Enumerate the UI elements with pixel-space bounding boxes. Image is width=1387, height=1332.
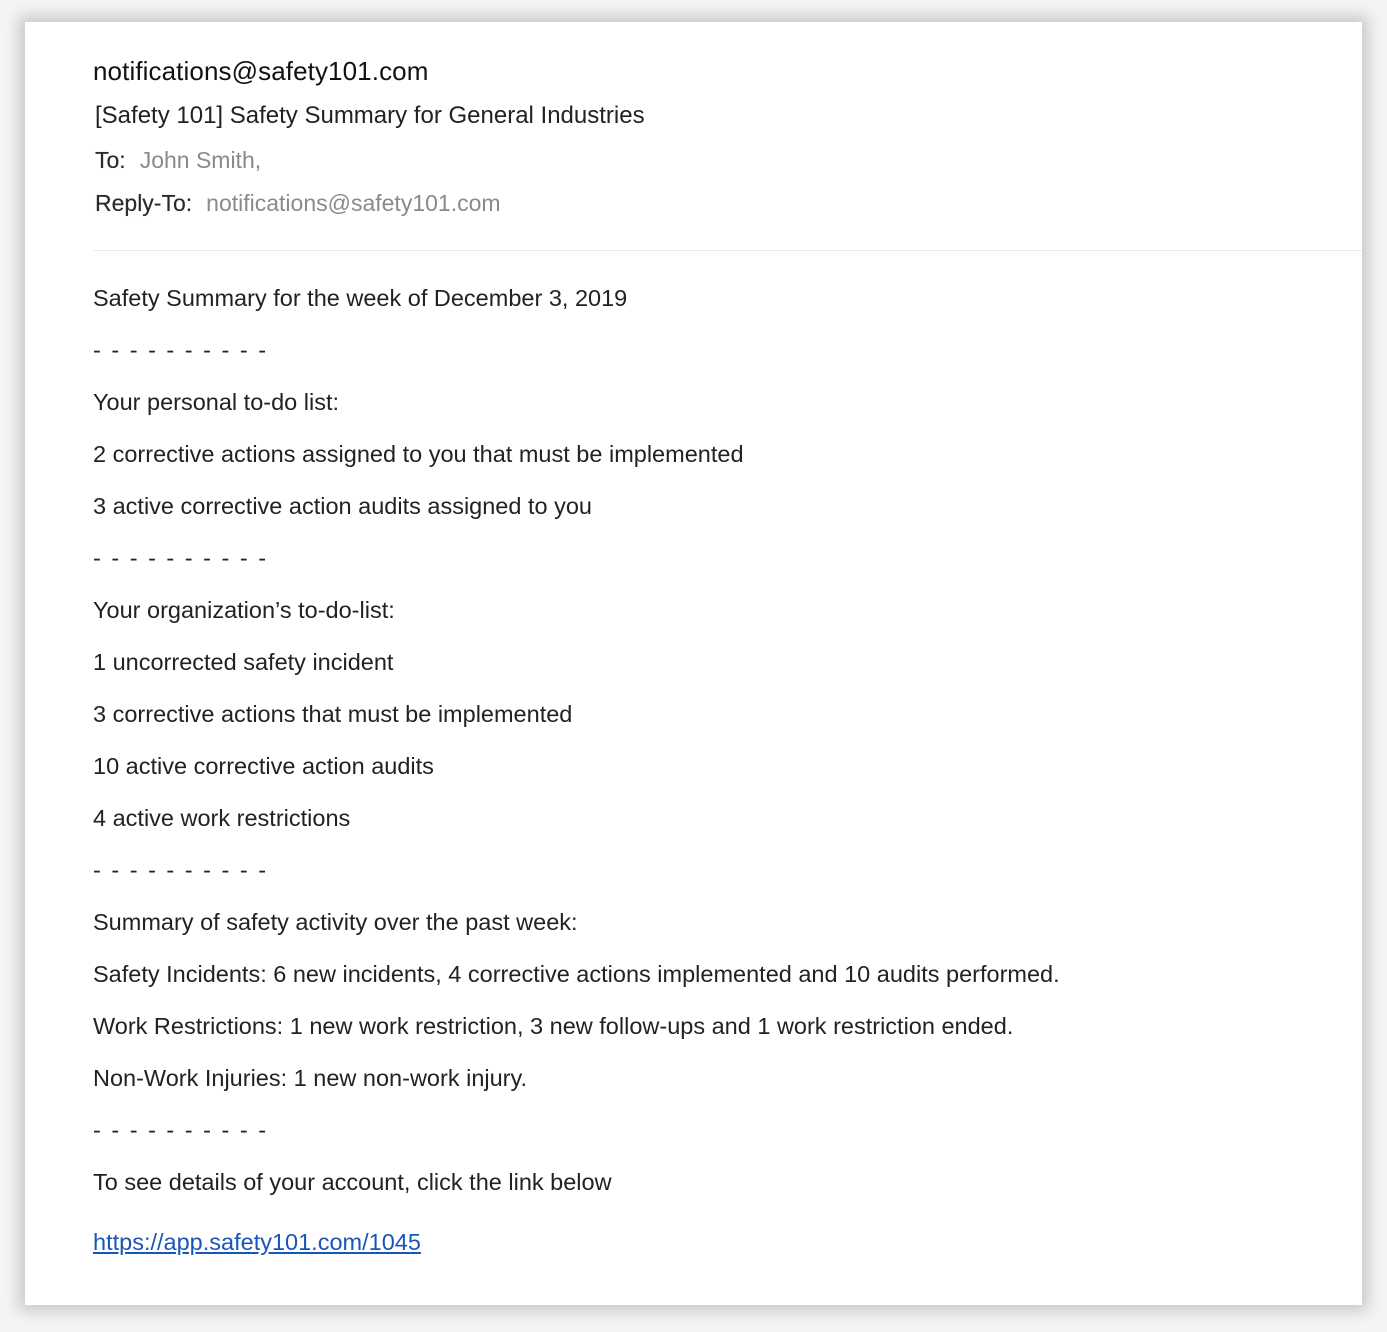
- personal-todo-heading: Your personal to-do list:: [93, 389, 340, 415]
- email-header: [93, 22, 1362, 251]
- personal-todo-item: 3 active corrective action audits assigned to you: [93, 493, 592, 519]
- personal-todo-item: 2 corrective actions assigned to you that must be implemented: [93, 441, 744, 467]
- activity-summary-heading: Summary of safety activity over the past week:: [93, 909, 578, 935]
- org-todo-item: 1 uncorrected safety incident: [93, 649, 394, 675]
- activity-summary-item: Non-Work Injuries: 1 new non-work injury.: [93, 1065, 528, 1091]
- sender-address: notifications@safety101.com: [93, 56, 429, 86]
- account-details-link[interactable]: https://app.safety101.com/1045: [93, 1229, 421, 1255]
- separator: - - - - - - - - - -: [93, 545, 269, 571]
- activity-summary-item: Safety Incidents: 6 new incidents, 4 corrective actions implemented and 10 audits performed.: [93, 961, 1060, 987]
- email-body: [93, 282, 1322, 1258]
- to-recipient[interactable]: John Smith,: [139, 147, 262, 173]
- separator: - - - - - - - - - -: [93, 337, 269, 363]
- org-todo-item: 3 corrective actions that must be implemented: [93, 701, 573, 727]
- org-todo-item: 10 active corrective action audits: [93, 753, 434, 779]
- summary-intro: Safety Summary for the week of December 3, 2019: [93, 285, 628, 311]
- org-todo-item: 4 active work restrictions: [93, 805, 351, 831]
- reply-to-address[interactable]: notifications@safety101.com: [206, 190, 501, 216]
- org-todo-heading: Your organization’s to-do-list:: [93, 597, 395, 623]
- link-row: [93, 1226, 1322, 1258]
- reply-to-label: Reply-To:: [95, 190, 193, 216]
- reply-to-row: [95, 190, 501, 217]
- separator: - - - - - - - - - -: [93, 1117, 269, 1143]
- email-subject: [Safety 101] Safety Summary for General Industries: [95, 102, 645, 129]
- to-label: To:: [95, 147, 126, 173]
- activity-summary-item: Work Restrictions: 1 new work restriction, 3 new follow-ups and 1 work restriction ended.: [93, 1013, 1014, 1039]
- email-window: [25, 22, 1362, 1305]
- to-row: [95, 147, 261, 174]
- separator: - - - - - - - - - -: [93, 857, 269, 883]
- cta-text: To see details of your account, click the link below: [93, 1169, 612, 1195]
